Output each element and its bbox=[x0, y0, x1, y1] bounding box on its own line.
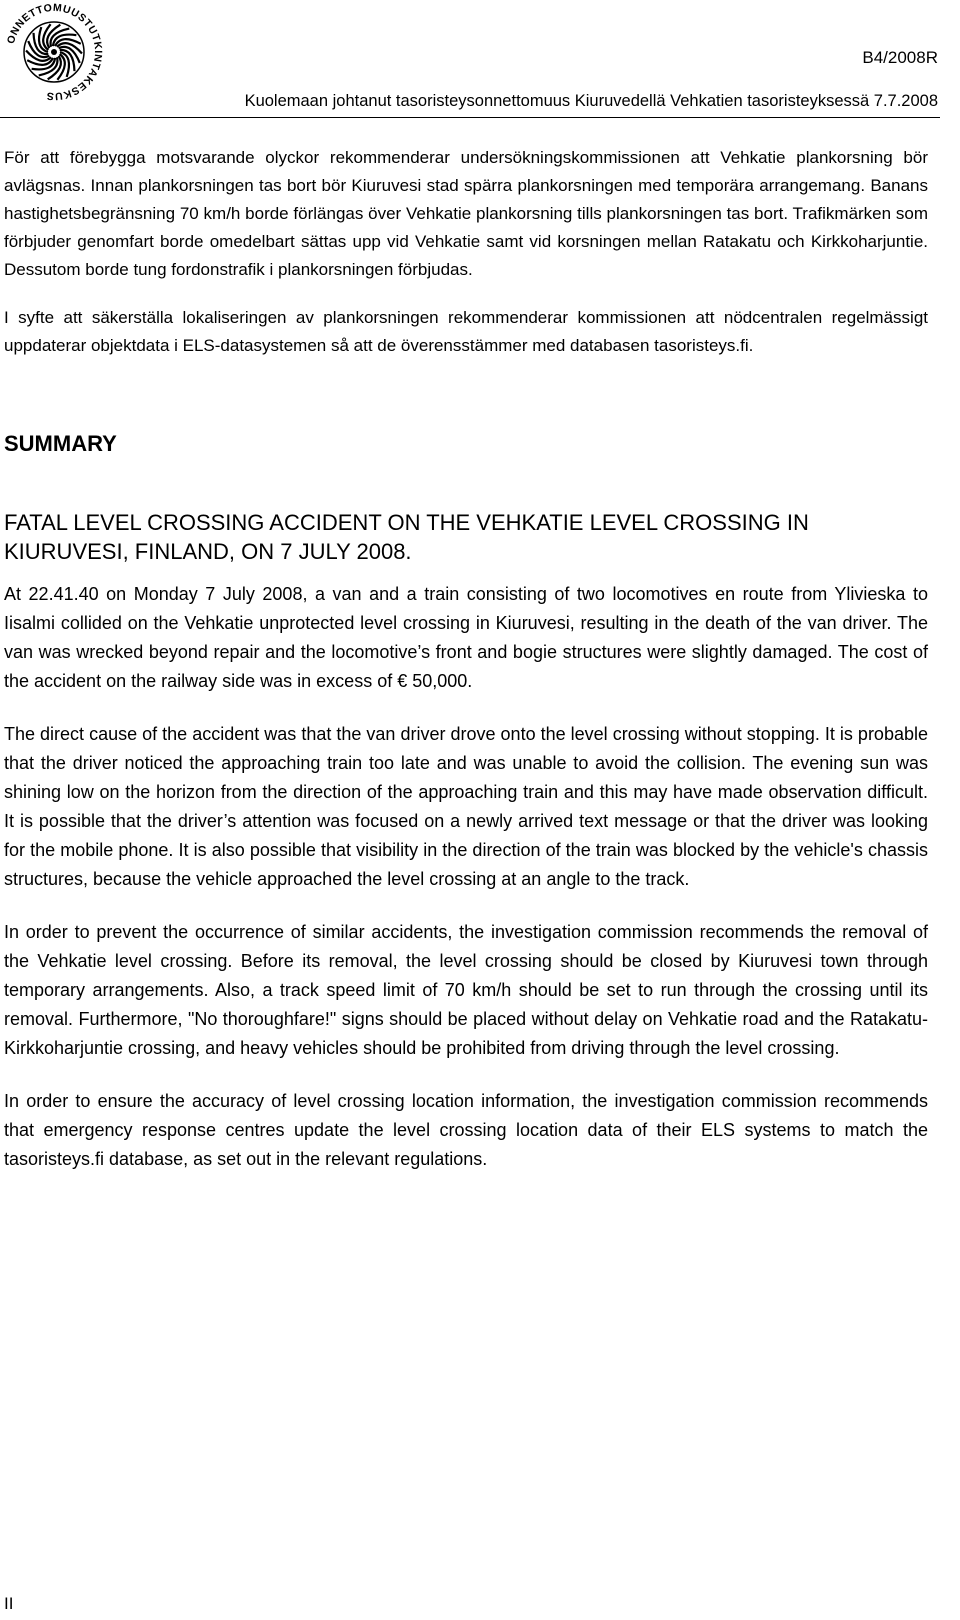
accident-investigation-board-logo bbox=[4, 2, 104, 102]
svg-text:ONNETTOMUUSTUTKINTAKESKUS: ONNETTOMUUSTUTKINTAKESKUS bbox=[4, 2, 104, 102]
report-id: B4/2008R bbox=[862, 48, 938, 67]
header-divider bbox=[0, 117, 940, 118]
page-number: II bbox=[4, 1594, 14, 1613]
summary-paragraph: At 22.41.40 on Monday 7 July 2008, a van and a train consisting of two locomotives en route from Ylivieska to Iisalmi collided on the Vehkatie unprotected level crossing in Kiuruvesi, resulting in the death of the van driver. The van was wrecked beyond repair and the locomotive’s front and bogie structures were slightly damaged. The cost of the accident on the railway side was in excess of € 50,000. bbox=[4, 584, 928, 691]
swedish-paragraph: I syfte att säkerställa lokaliseringen av plankorsningen rekommenderar kommissionen att nödcentralen regelmässigt uppdaterar objektdata i ELS-datasystemen så att de överensstämmer med databasen tasoristeys.fi. bbox=[4, 308, 928, 355]
summary-paragraph: In order to ensure the accuracy of level crossing location information, the investigation commission recommends that emergency response centres update the level crossing location data of their ELS systems to match the tasoristeys.fi database, as set out in the relevant regulations. bbox=[4, 1091, 928, 1169]
summary-heading: SUMMARY bbox=[4, 431, 117, 456]
summary-paragraph: The direct cause of the accident was that the van driver drove onto the level crossing without stopping. It is probable that the driver noticed the approaching train too late and was unable to avoid the collision. The evening sun was shining low on the horizon from the direction of the approaching train and this may have made observation difficult. It is possible that the driver’s attention was focused on a newly arrived text message or that the driver was looking for the mobile phone. It is also possible that visibility in the direction of the train was blocked by the vehicle's chassis structures, because the vehicle approached the level crossing at an angle to the track. bbox=[4, 724, 928, 889]
summary-title: FATAL LEVEL CROSSING ACCIDENT ON THE VEHKATIE LEVEL CROSSING IN KIURUVESI, FINLAND, ON 7 JULY 2008. bbox=[4, 510, 809, 564]
swedish-paragraph: För att förebygga motsvarande olyckor rekommenderar undersökningskommissionen att Vehkatie plankorsning bör avlägsnas. Innan plankorsningen tas bort bör Kiuruvesi stad spärra plankorsningen med temporära arrangemang. Banans hastighetsbegränsning 70 km/h borde förlängas över Vehkatie plankorsning tills plankorsningen tas bort. Trafikmärken som förbjuder genomfart borde omedelbart sättas upp vid Vehkatie samt vid korsningen mellan Ratakatu och Kirkkoharjuntie. Dessutom borde tung fordonstrafik i plankorsningen förbjudas. bbox=[4, 148, 928, 279]
summary-paragraph: In order to prevent the occurrence of similar accidents, the investigation commission recommends the removal of the Vehkatie level crossing. Before its removal, the level crossing should be closed by Kiuruvesi town through temporary arrangements. Also, a track speed limit of 70 km/h should be set to run through the crossing until its removal. Furthermore, "No thoroughfare!" signs should be placed without delay on Vehkatie road and the Ratakatu-Kirkkoharjuntie crossing, and heavy vehicles should be prohibited from driving through the level crossing. bbox=[4, 922, 928, 1058]
report-title: Kuolemaan johtanut tasoristeysonnettomuus Kiuruvedellä Vehkatien tasoristeyksessä 7.7.2008 bbox=[244, 92, 938, 110]
page-body bbox=[4, 144, 928, 1198]
